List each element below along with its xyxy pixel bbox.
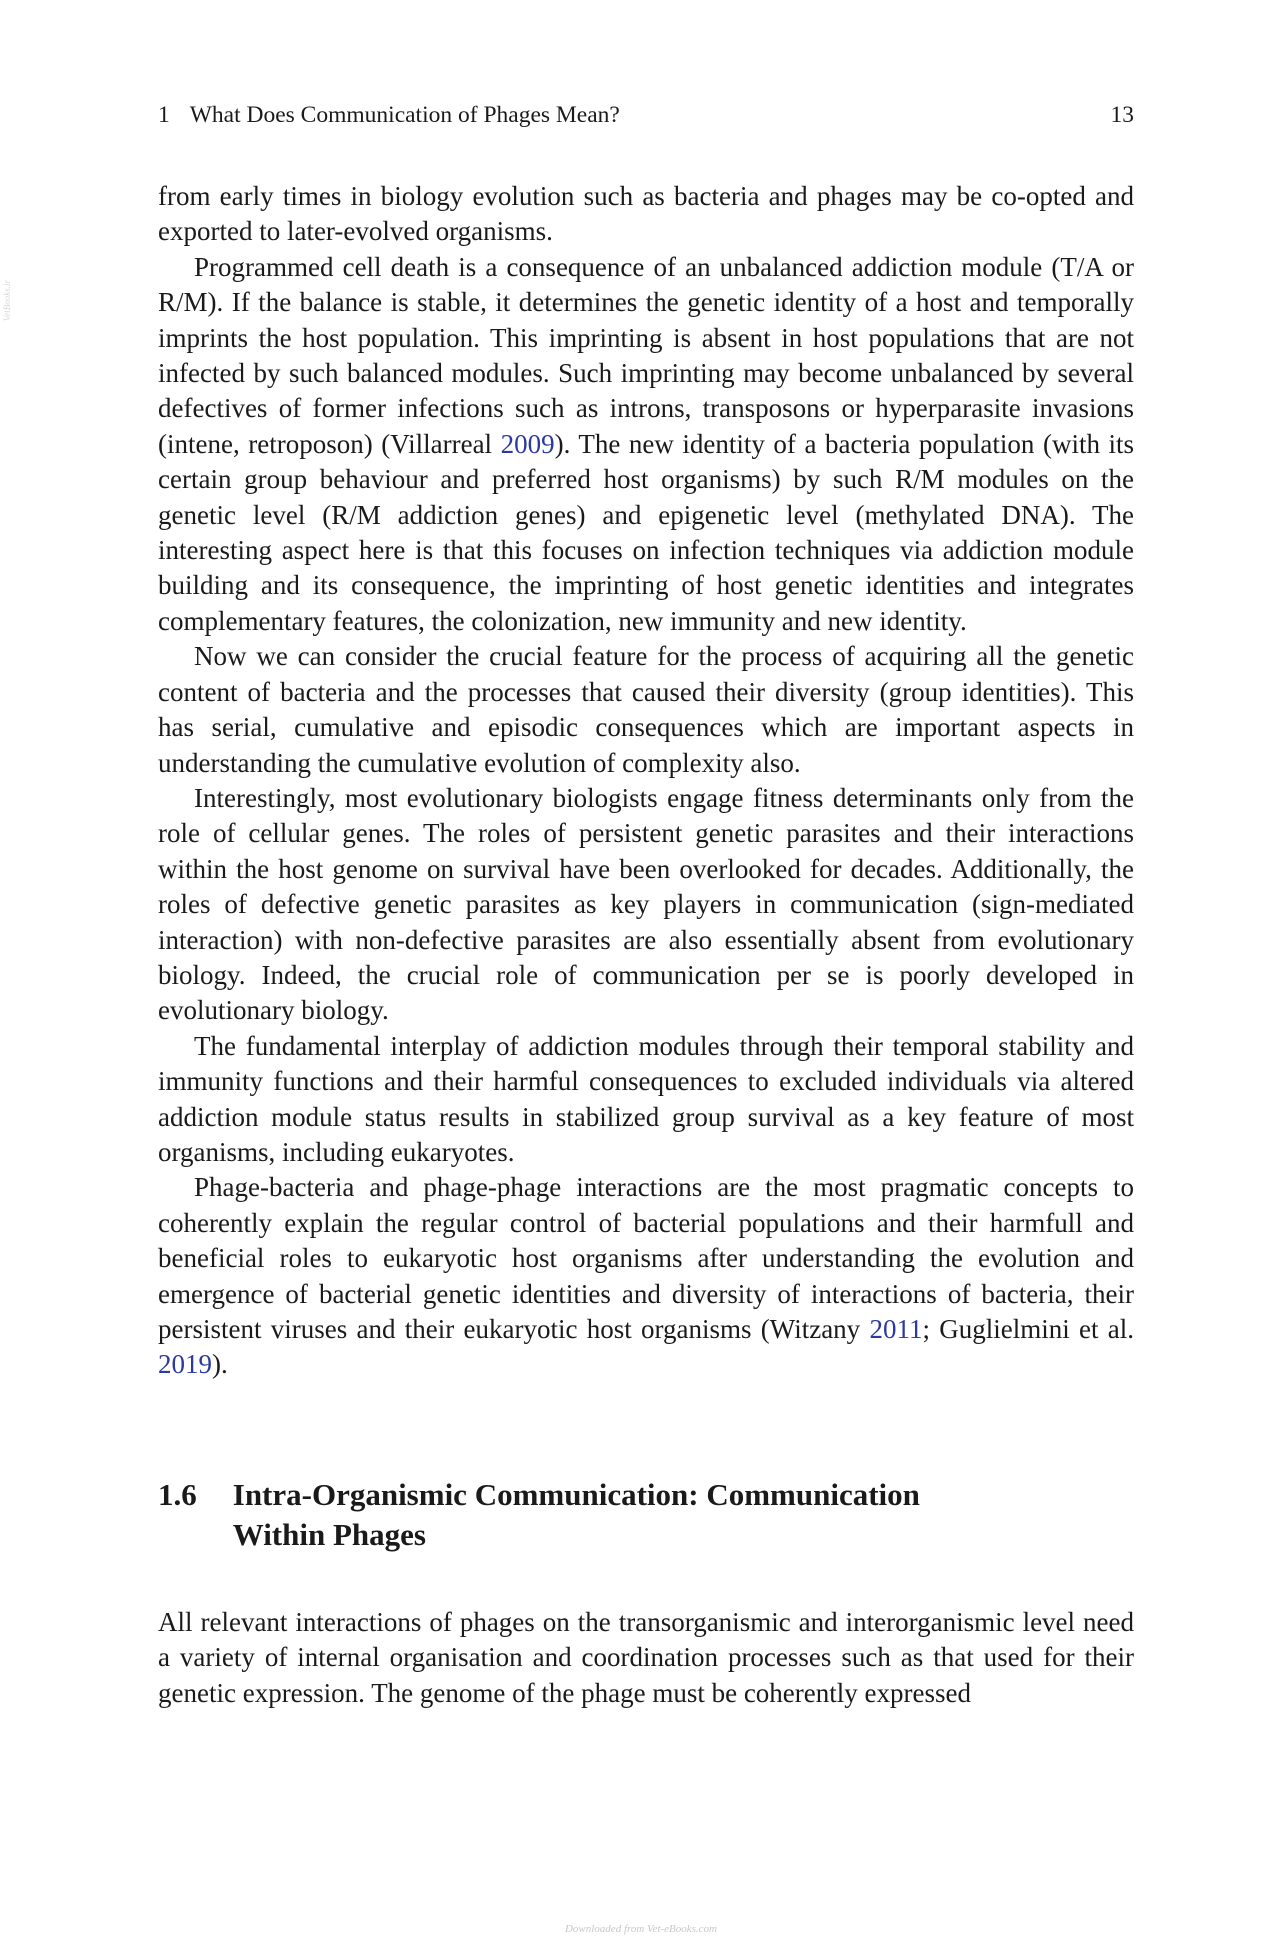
page-number: 13	[1110, 102, 1134, 128]
footer-watermark: Downloaded from Vet-eBooks.com	[564, 1923, 718, 1935]
section-number: 1.6	[158, 1476, 197, 1512]
citation-link[interactable]: 2019	[158, 1349, 212, 1380]
paragraph	[158, 1029, 1134, 1171]
running-head-left	[158, 100, 620, 130]
paragraph-text: from early times in biology evolution such as bacteria and phages may be co-opted and exported to later-evolved organisms.	[158, 181, 1134, 247]
section-body	[158, 1605, 1134, 1711]
paragraph-text: ).	[212, 1349, 228, 1380]
paragraph	[158, 250, 1134, 639]
chapter-title: What Does Communication of Phages Mean?	[189, 102, 620, 128]
side-watermark: VetBooks.ir	[2, 280, 12, 322]
paragraph-text: Interestingly, most evolutionary biologists engage fitness determinants only from the role of cellular genes. The roles of persistent genetic parasites and their interactions within the host genome on survival have been overlooked for decades. Additionally, the roles of defective genetic parasites as key players in communication (sign-mediated interaction) with non-defective parasites are also essentially absent from evolutionary biology. Indeed, the crucial role of communication per se is poorly developed in evolutionary biology.	[158, 782, 1134, 1026]
section-title: Intra-Organismic Communication: Communication Within Phages	[232, 1476, 920, 1552]
paragraph	[158, 639, 1134, 781]
paragraph-text: The fundamental interplay of addiction modules through their temporal stability and immunity functions and their harmful consequences to excluded individuals via altered addiction module status results in stabilized group survival as a key feature of most organisms, including eukaryotes.	[158, 1030, 1134, 1167]
paragraph-text: All relevant interactions of phages on the transorganismic and interorganismic level need a variety of internal organisation and coordination processes such as that used for their genetic expression. The genome of the phage must be coherently expressed	[158, 1606, 1134, 1708]
chapter-number: 1	[158, 102, 170, 128]
paragraph-text: ; Guglielmini et al.	[922, 1314, 1134, 1344]
paragraph-text: ). The new identity of a bacteria population (with its certain group behaviour and preferred host organisms) by such R/M modules on the genetic level (R/M addiction genes) and epigenetic level (methylated DNA). The interesting aspect here is that this focuses on infection techniques via addiction module building and its consequence, the imprinting of host genetic identities and integrates complementary features, the colonization, new immunity and new identity.	[158, 428, 1134, 636]
paragraph	[158, 179, 1134, 250]
page	[158, 100, 1134, 1711]
paragraph	[158, 1170, 1134, 1382]
paragraph-text: Programmed cell death is a consequence of an unbalanced addiction module (T/A or R/M). If the balance is stable, it determines the genetic identity of a host and temporally imprints the host population. This imprinting is absent in host populations that are not infected by such balanced modules. Such imprinting may become unbalanced by several defectives of former infections such as introns, transposons or hyperparasite invasions (intene, retroposon) (Villarreal	[158, 251, 1134, 459]
running-head	[158, 100, 1134, 130]
paragraph	[158, 1605, 1134, 1711]
paragraph-text: Now we can consider the crucial feature for the process of acquiring all the genetic content of bacteria and the processes that caused their diversity (group identities). This has serial, cumulative and episodic consequences which are important aspects in understanding the cumulative evolution of complexity also.	[158, 641, 1134, 778]
paragraph-text: Phage-bacteria and phage-phage interactions are the most pragmatic concepts to coherently explain the regular control of bacterial populations and their harmfull and beneficial roles to eukaryotic host organisms after understanding the evolution and emergence of bacterial genetic identities and diversity of interactions of bacteria, their persistent viruses and their eukaryotic host organisms (Witzany	[158, 1172, 1134, 1344]
paragraph	[158, 781, 1134, 1029]
body-text	[158, 179, 1134, 1383]
citation-link[interactable]: 2009	[500, 428, 555, 459]
section-heading	[158, 1475, 1134, 1555]
citation-link[interactable]: 2011	[869, 1314, 923, 1344]
